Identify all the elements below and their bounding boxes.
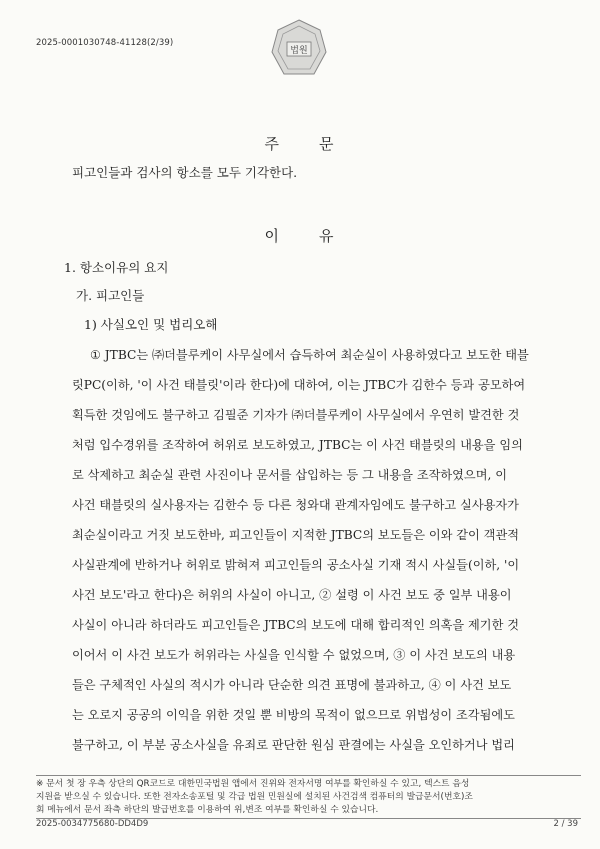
section-1-title: 1. 항소이유의 요지 <box>64 260 169 275</box>
body-line: 불구하고, 이 부분 공소사실을 유죄로 판단한 원심 판결에는 사실을 오인하거나 법리 <box>72 738 515 752</box>
notice-line: ※ 문서 첫 장 우측 상단의 QR코드로 대한민국법원 앱에서 진위와 전자서명 여부를 확인하실 수 있고, 텍스트 음성 <box>36 779 470 789</box>
issue-number: 2025-0034775680-DD4D9 <box>36 819 149 829</box>
body-line: 획득한 것임에도 불구하고 김필준 기자가 ㈜더블루케이 사무실에서 우연히 발견한 것 <box>72 408 520 422</box>
notice-line: 지원을 받으실 수 있습니다. 또한 전자소송포털 및 각급 법원 민원실에 설치된 사건검색 컴퓨터의 발급문서(번호)조 <box>36 792 473 802</box>
order-heading-left: 주 <box>264 135 281 153</box>
body-line: ① JTBC는 ㈜더블루케이 사무실에서 습득하여 최순실이 사용하였다고 보도한 태블 <box>90 348 529 362</box>
document-number: 2025-0001030748-41128(2/39) <box>36 38 174 48</box>
body-line: 이어서 이 사건 보도가 허위라는 사실을 인식할 수 없었으며, ③ 이 사건 보도의 내용 <box>72 648 516 662</box>
reason-heading <box>0 225 600 246</box>
body-text <box>72 340 550 760</box>
body-line: 사건 보도'라고 한다)은 허위의 사실이 아니고, ② 설령 이 사건 보도 중 일부 내용이 <box>72 588 512 602</box>
order-heading-right: 문 <box>319 135 336 153</box>
body-line: 사실이 아니라 하더라도 피고인들은 JTBC의 보도에 대해 합리적인 의혹을 제기한 것 <box>72 618 520 632</box>
court-seal-icon <box>270 18 328 80</box>
body-line: 사실관계에 반하거나 허위로 밝혀져 피고인들의 공소사실 기재 적시 사실들(이하, '이 <box>72 558 520 572</box>
body-line: 최순실이라고 거짓 보도한바, 피고인들이 지적한 JTBC의 보도들은 이와 같이 객관적 <box>72 528 520 542</box>
seal-text: 법원 <box>290 46 308 56</box>
body-line: 들은 구체적인 사실의 적시가 아니라 단순한 의견 표명에 불과하고, ④ 이 사건 보도 <box>72 678 512 692</box>
verification-notice <box>36 775 581 819</box>
reason-heading-left: 이 <box>264 227 281 245</box>
body-line: 로 삭제하고 최순실 관련 사진이나 문서를 삽입하는 등 그 내용을 조작하였으며, 이 <box>72 468 508 482</box>
order-text: 피고인들과 검사의 항소를 모두 기각한다. <box>72 165 298 180</box>
section-1a1-title: 1) 사실오인 및 법리오해 <box>84 317 218 332</box>
body-line: 릿PC(이하, '이 사건 태블릿'이라 한다)에 대하여, 이는 JTBC가 김한수 등과 공모하여 <box>72 378 526 392</box>
reason-heading-right: 유 <box>319 227 336 245</box>
order-heading <box>0 133 600 154</box>
page-number: 2 / 39 <box>553 819 578 829</box>
section-1a-title: 가. 피고인들 <box>76 288 145 303</box>
notice-line: 회 메뉴에서 문서 좌측 하단의 발급번호를 이용하여 위,변조 여부를 확인하실 수 있습니다. <box>36 805 379 815</box>
body-line: 처럼 입수경위를 조작하여 허위로 보도하였고, JTBC는 이 사건 태블릿의 내용을 임의 <box>72 438 523 452</box>
body-line: 사건 태블릿의 실사용자는 김한수 등 다른 청와대 관계자임에도 불구하고 실사용자가 <box>72 498 519 512</box>
body-line: 는 오로지 공공의 이익을 위한 것일 뿐 비방의 목적이 없으므로 위법성이 조각됨에도 <box>72 708 515 722</box>
